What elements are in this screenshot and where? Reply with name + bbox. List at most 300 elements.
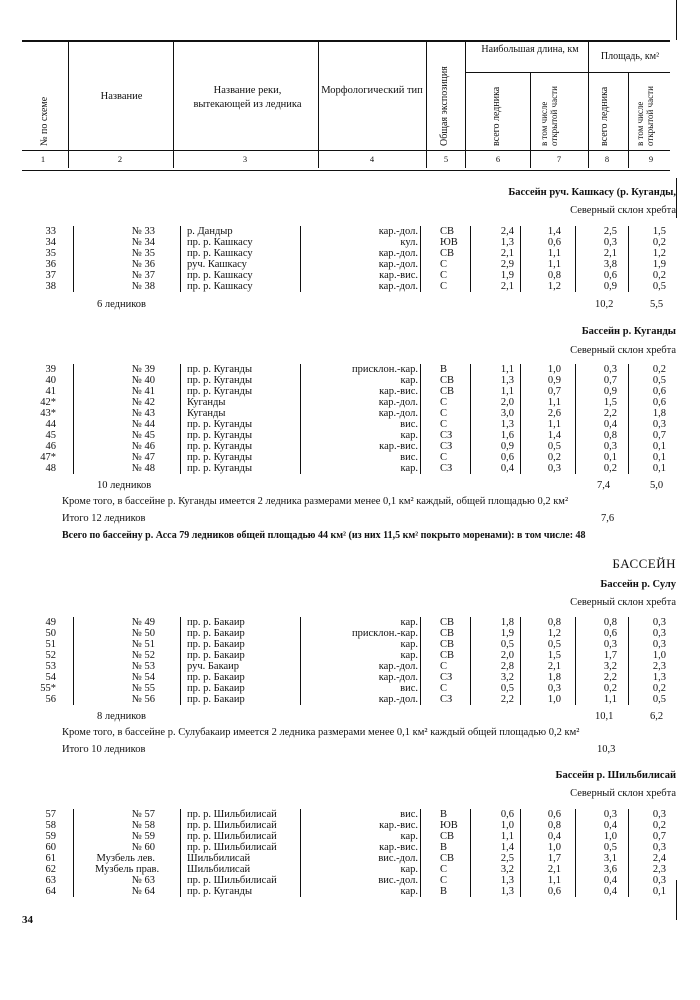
column-number: 8 <box>604 154 610 164</box>
column-rule <box>73 248 74 259</box>
morph-type: присклон.-кар. <box>352 364 418 375</box>
column-rule <box>520 397 521 408</box>
column-rule <box>420 831 421 842</box>
glacier-name: № 51 <box>131 639 155 650</box>
table-row <box>0 639 700 650</box>
column-rule <box>73 281 74 292</box>
exposure: С <box>440 661 448 672</box>
column-rule <box>470 408 471 419</box>
morph-type: вис. <box>400 809 418 820</box>
column-rule <box>420 386 421 397</box>
page-number: 34 <box>22 914 33 926</box>
column-rule <box>520 820 521 831</box>
column-rule <box>300 452 301 463</box>
exposure: ЮВ <box>440 820 458 831</box>
column-rule <box>628 237 629 248</box>
exposure: С <box>440 281 448 292</box>
column-rule <box>520 226 521 237</box>
table-row <box>0 842 700 853</box>
column-rule <box>73 364 74 375</box>
column-rule <box>575 875 576 886</box>
column-rule <box>300 386 301 397</box>
river-name: пр. р. Кашкасу <box>187 270 253 281</box>
column-rule <box>180 886 181 897</box>
column-rule <box>420 694 421 705</box>
river-name: пр. р. Куганды <box>187 364 253 375</box>
column-rule <box>73 617 74 628</box>
header-divider <box>530 72 531 168</box>
column-number: 6 <box>495 154 501 164</box>
length-open: 0,5 <box>547 639 561 650</box>
column-rule <box>575 364 576 375</box>
section-total-label: 8 ледников <box>97 711 146 722</box>
column-rule <box>520 853 521 864</box>
column-rule <box>470 661 471 672</box>
column-rule <box>300 397 301 408</box>
morph-type: кар. <box>400 831 418 842</box>
column-rule <box>420 397 421 408</box>
table-row <box>0 441 700 452</box>
area-open: 0,7 <box>652 831 666 842</box>
river-name: пр. р. Шильбилисай <box>187 842 277 853</box>
exposure: СВ <box>440 628 455 639</box>
river-name: Шильбилисай <box>187 864 251 875</box>
column-rule <box>300 820 301 831</box>
glacier-number: 63 <box>45 875 56 886</box>
glacier-number: 55* <box>40 683 56 694</box>
glacier-number: 56 <box>45 694 56 705</box>
length-total: 2,5 <box>500 853 514 864</box>
column-rule <box>470 226 471 237</box>
column-rule <box>628 226 629 237</box>
length-total: 0,6 <box>500 809 514 820</box>
glacier-number: 42* <box>40 397 56 408</box>
section-total-area: 10,2 <box>595 299 614 310</box>
area-open: 2,3 <box>652 864 666 875</box>
glacier-number: 54 <box>45 672 56 683</box>
river-name: р. Дандыр <box>187 226 233 237</box>
column-rule <box>73 463 74 474</box>
table-row <box>0 875 700 886</box>
col-area-open-header: в том числе открытой части <box>635 86 655 146</box>
area-total: 0,3 <box>603 809 617 820</box>
area-total: 3,2 <box>603 661 617 672</box>
column-rule <box>470 809 471 820</box>
exposure: С <box>440 397 448 408</box>
column-rule <box>575 617 576 628</box>
area-total: 0,8 <box>603 617 617 628</box>
column-rule <box>520 408 521 419</box>
column-rule <box>470 430 471 441</box>
glacier-name: № 40 <box>131 375 155 386</box>
section-total-open: 6,2 <box>650 711 664 722</box>
river-name: Куганды <box>187 408 226 419</box>
column-rule <box>420 463 421 474</box>
column-rule <box>470 831 471 842</box>
column-rule <box>575 397 576 408</box>
basin-total-note: Всего по бассейну р. Асса 79 ледников общей площадью 44 км² (из них 11,5 км² покрыто моренами): в том числе: 48 <box>62 530 586 541</box>
column-rule <box>628 820 629 831</box>
length-total: 2,1 <box>500 248 514 259</box>
table-row <box>0 831 700 842</box>
area-open: 0,2 <box>652 820 666 831</box>
glacier-number: 38 <box>45 281 56 292</box>
length-open: 1,1 <box>547 875 561 886</box>
morph-type: кар. <box>400 375 418 386</box>
table-row <box>0 397 700 408</box>
column-rule <box>520 628 521 639</box>
morph-type: кар.-дол. <box>378 694 418 705</box>
table-row <box>0 672 700 683</box>
column-rule <box>73 270 74 281</box>
column-rule <box>73 831 74 842</box>
morph-type: кар.-дол. <box>378 281 418 292</box>
glacier-name: № 38 <box>131 281 155 292</box>
glacier-name: № 33 <box>131 226 155 237</box>
morph-type: кар.-дол. <box>378 672 418 683</box>
section-note: Кроме того, в бассейне р. Куганды имеется 2 ледника размерами менее 0,1 км² каждый, общей площадью 0,2 км² <box>62 496 569 507</box>
column-rule <box>575 281 576 292</box>
area-total: 2,1 <box>603 248 617 259</box>
column-rule <box>180 617 181 628</box>
glacier-number: 37 <box>45 270 56 281</box>
slope-heading: Северный склон хребта <box>570 788 676 799</box>
column-rule <box>73 375 74 386</box>
column-rule <box>470 875 471 886</box>
column-rule <box>520 259 521 270</box>
length-total: 1,4 <box>500 842 514 853</box>
table-row <box>0 683 700 694</box>
column-rule <box>470 397 471 408</box>
column-rule <box>420 661 421 672</box>
column-number: 5 <box>443 154 449 164</box>
length-total: 2,0 <box>500 650 514 661</box>
morph-type: кар.-дол. <box>378 248 418 259</box>
column-rule <box>180 853 181 864</box>
table-row <box>0 226 700 237</box>
river-name: пр. р. Шильбилисай <box>187 831 277 842</box>
length-total: 2,1 <box>500 281 514 292</box>
column-rule <box>470 639 471 650</box>
exposure: СВ <box>440 375 455 386</box>
length-total: 3,0 <box>500 408 514 419</box>
column-rule <box>470 419 471 430</box>
table-row <box>0 419 700 430</box>
area-total: 0,4 <box>603 419 617 430</box>
column-rule <box>300 809 301 820</box>
area-total: 0,5 <box>603 842 617 853</box>
column-rule <box>73 694 74 705</box>
area-total: 0,3 <box>603 237 617 248</box>
river-name: руч. Бакаир <box>187 661 240 672</box>
column-rule <box>180 441 181 452</box>
section-itogo-area: 10,3 <box>597 744 616 755</box>
column-rule <box>628 430 629 441</box>
column-rule <box>300 364 301 375</box>
column-rule <box>420 650 421 661</box>
column-rule <box>470 628 471 639</box>
column-rule <box>575 259 576 270</box>
exposure: СЗ <box>440 694 453 705</box>
column-rule <box>73 886 74 897</box>
basin-big-heading: БАССЕЙН <box>612 556 676 571</box>
column-rule <box>73 842 74 853</box>
column-rule <box>420 408 421 419</box>
table-row <box>0 853 700 864</box>
column-rule <box>628 259 629 270</box>
table-row <box>0 386 700 397</box>
area-open: 0,3 <box>652 875 666 886</box>
col-exposure-header: Общая экспозиция <box>439 66 450 146</box>
column-rule <box>520 650 521 661</box>
column-rule <box>180 820 181 831</box>
glacier-number: 50 <box>45 628 56 639</box>
column-rule <box>628 853 629 864</box>
column-rule <box>575 694 576 705</box>
exposure: СЗ <box>440 441 453 452</box>
morph-type: кар.-дол. <box>378 408 418 419</box>
column-number: 3 <box>242 154 248 164</box>
morph-type: кул. <box>400 237 418 248</box>
length-open: 0,8 <box>547 270 561 281</box>
length-open: 0,8 <box>547 820 561 831</box>
table-row <box>0 628 700 639</box>
header-divider <box>318 40 319 168</box>
glacier-number: 53 <box>45 661 56 672</box>
column-rule <box>575 831 576 842</box>
length-open: 1,2 <box>547 281 561 292</box>
column-rule <box>300 672 301 683</box>
glacier-number: 64 <box>45 886 56 897</box>
area-total: 0,3 <box>603 639 617 650</box>
glacier-number: 36 <box>45 259 56 270</box>
column-rule <box>470 820 471 831</box>
area-total: 0,4 <box>603 820 617 831</box>
column-rule <box>628 672 629 683</box>
column-rule <box>520 886 521 897</box>
column-rule <box>575 672 576 683</box>
glacier-number: 51 <box>45 639 56 650</box>
morph-type: вис. <box>400 452 418 463</box>
glacier-number: 60 <box>45 842 56 853</box>
morph-type: кар.-вис. <box>379 842 418 853</box>
column-rule <box>520 809 521 820</box>
column-rule <box>520 452 521 463</box>
river-name: Куганды <box>187 397 226 408</box>
column-rule <box>575 820 576 831</box>
area-total: 1,1 <box>603 694 617 705</box>
length-open: 0,5 <box>547 441 561 452</box>
river-name: Шильбилисай <box>187 853 251 864</box>
exposure: СВ <box>440 617 455 628</box>
length-total: 1,1 <box>500 831 514 842</box>
length-open: 1,0 <box>547 842 561 853</box>
column-rule <box>420 259 421 270</box>
area-open: 1,8 <box>652 408 666 419</box>
glacier-name: № 44 <box>131 419 155 430</box>
river-name: пр. р. Куганды <box>187 452 253 463</box>
area-total: 0,6 <box>603 270 617 281</box>
page-edge-rule <box>676 178 677 218</box>
exposure: В <box>440 842 448 853</box>
table-header <box>22 40 670 171</box>
column-rule <box>575 639 576 650</box>
section-itogo-label: Итого 10 ледников <box>62 744 146 755</box>
length-open: 1,0 <box>547 364 561 375</box>
column-rule <box>180 270 181 281</box>
column-rule <box>628 248 629 259</box>
area-open: 0,5 <box>652 281 666 292</box>
column-number: 1 <box>40 154 46 164</box>
header-divider <box>22 150 670 151</box>
area-total: 0,3 <box>603 441 617 452</box>
river-name: пр. р. Куганды <box>187 463 253 474</box>
column-rule <box>628 639 629 650</box>
column-rule <box>73 639 74 650</box>
table-row <box>0 463 700 474</box>
column-rule <box>420 820 421 831</box>
column-rule <box>180 408 181 419</box>
area-total: 1,5 <box>603 397 617 408</box>
col-type-header: Морфологический тип <box>321 85 423 96</box>
river-name: пр. р. Бакаир <box>187 683 245 694</box>
column-rule <box>470 853 471 864</box>
column-rule <box>300 226 301 237</box>
morph-type: кар. <box>400 617 418 628</box>
morph-type: кар.-вис. <box>379 270 418 281</box>
table-row <box>0 430 700 441</box>
glacier-name: Музбель лев. <box>96 853 155 864</box>
length-total: 1,3 <box>500 419 514 430</box>
length-open: 0,2 <box>547 452 561 463</box>
column-rule <box>628 452 629 463</box>
morph-type: кар.-вис. <box>379 441 418 452</box>
column-number: 9 <box>648 154 654 164</box>
column-rule <box>628 831 629 842</box>
area-group-header: Площадь, км² <box>600 51 660 62</box>
column-rule <box>180 875 181 886</box>
morph-type: вис.-дол. <box>378 875 418 886</box>
column-rule <box>628 617 629 628</box>
column-rule <box>520 386 521 397</box>
length-total: 1,3 <box>500 375 514 386</box>
column-rule <box>520 831 521 842</box>
glacier-number: 59 <box>45 831 56 842</box>
column-rule <box>470 248 471 259</box>
column-rule <box>470 864 471 875</box>
column-rule <box>628 809 629 820</box>
length-open: 0,8 <box>547 617 561 628</box>
column-rule <box>73 628 74 639</box>
length-open: 1,1 <box>547 397 561 408</box>
river-name: пр. р. Куганды <box>187 441 253 452</box>
area-total: 2,2 <box>603 408 617 419</box>
column-rule <box>520 281 521 292</box>
column-rule <box>180 226 181 237</box>
length-total: 3,2 <box>500 672 514 683</box>
column-rule <box>420 864 421 875</box>
column-rule <box>73 864 74 875</box>
column-rule <box>520 364 521 375</box>
header-divider <box>465 40 466 168</box>
column-rule <box>628 364 629 375</box>
section-total-area: 10,1 <box>595 711 614 722</box>
column-rule <box>470 364 471 375</box>
table-row <box>0 864 700 875</box>
table-row <box>0 452 700 463</box>
length-total: 1,0 <box>500 820 514 831</box>
glacier-name: № 55 <box>131 683 155 694</box>
column-rule <box>420 226 421 237</box>
column-rule <box>575 237 576 248</box>
column-rule <box>73 452 74 463</box>
exposure: С <box>440 452 448 463</box>
river-name: пр. р. Бакаир <box>187 628 245 639</box>
length-open: 0,3 <box>547 683 561 694</box>
column-rule <box>73 875 74 886</box>
glacier-name: № 64 <box>131 886 155 897</box>
column-rule <box>420 628 421 639</box>
column-rule <box>73 259 74 270</box>
column-rule <box>575 853 576 864</box>
length-total: 1,8 <box>500 617 514 628</box>
glacier-number: 40 <box>45 375 56 386</box>
area-open: 0,7 <box>652 430 666 441</box>
table-row <box>0 237 700 248</box>
exposure: С <box>440 419 448 430</box>
column-rule <box>73 419 74 430</box>
length-total: 0,5 <box>500 639 514 650</box>
exposure: СВ <box>440 226 455 237</box>
column-rule <box>470 270 471 281</box>
column-rule <box>180 809 181 820</box>
length-open: 2,1 <box>547 661 561 672</box>
table-row <box>0 661 700 672</box>
glacier-name: № 43 <box>131 408 155 419</box>
length-total: 1,9 <box>500 628 514 639</box>
column-rule <box>420 281 421 292</box>
area-total: 0,9 <box>603 281 617 292</box>
morph-type: кар. <box>400 463 418 474</box>
column-rule <box>300 270 301 281</box>
column-rule <box>300 430 301 441</box>
area-open: 0,2 <box>652 364 666 375</box>
basin-heading: Бассейн р. Куганды <box>581 326 676 337</box>
glacier-name: № 53 <box>131 661 155 672</box>
length-total: 0,4 <box>500 463 514 474</box>
header-divider <box>68 40 69 168</box>
column-rule <box>300 694 301 705</box>
length-open: 1,4 <box>547 226 561 237</box>
column-rule <box>420 430 421 441</box>
column-rule <box>73 386 74 397</box>
area-open: 0,2 <box>652 683 666 694</box>
column-rule <box>628 386 629 397</box>
exposure: С <box>440 864 448 875</box>
exposure: С <box>440 683 448 694</box>
header-divider <box>173 40 174 168</box>
column-rule <box>420 375 421 386</box>
morph-type: кар. <box>400 639 418 650</box>
area-open: 1,5 <box>652 226 666 237</box>
glacier-number: 41 <box>45 386 56 397</box>
exposure: С <box>440 270 448 281</box>
column-rule <box>628 397 629 408</box>
length-open: 1,4 <box>547 430 561 441</box>
area-open: 1,0 <box>652 650 666 661</box>
column-rule <box>470 237 471 248</box>
area-total: 2,2 <box>603 672 617 683</box>
